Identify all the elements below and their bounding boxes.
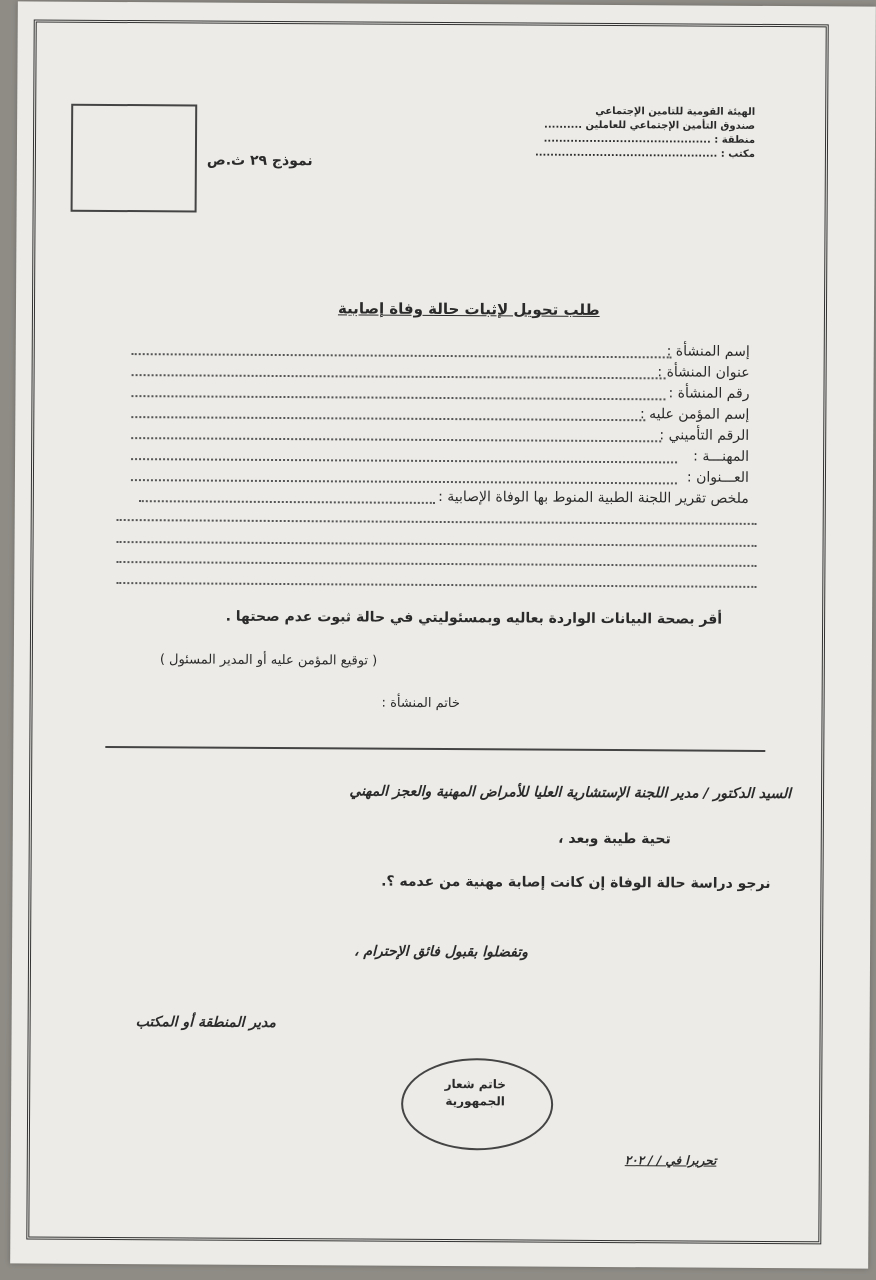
republic-seal-text [401,1076,549,1111]
form-title: طلب تحويل لإثبات حالة وفاة إصابية [337,299,600,319]
header-line-3: منطقة : ............................................ [543,133,756,146]
declaration-text: أقر بصحة البيانات الواردة بعاليه وبمسئوليتي في حالة ثبوت عدم صحتها . [225,608,723,628]
field-medical-report-summary: ملخص تقرير اللجنة الطبية المنوط بها الوفاة الإصابية : [438,488,749,507]
addressee-line: السيد الدكتور / مدير اللجنة الإستشارية العليا للأمراض المهنية والعجز المهني [349,783,792,803]
header-line-1: الهيئة القومية للتامين الإجتماعي [595,105,756,118]
seal-line-1: خاتم شعار [444,1077,506,1092]
closing-text: وتفضلوا بقبول فائق الإحترام ، [354,943,528,961]
form-paper [10,1,876,1268]
date-line: تحريرا في / / ٢٠٢ [624,1153,717,1168]
seal-line-2: الجمهورية [445,1094,505,1109]
header-line-2: صندوق التأمين الإجتماعي للعاملين .......... [544,119,756,132]
photo-box [71,104,198,213]
field-profession: المهنـــة : [693,448,750,465]
field-establishment-name: إسم المنشأة : [666,343,750,360]
greeting-text: تحية طيبة وبعد ، [558,830,671,848]
field-address: العـــنوان : [686,469,750,486]
manager-signature-label: مدير المنطقة أو المكتب [135,1014,276,1031]
field-insurance-number: الرقم التأميني : [659,427,750,444]
model-number: نموذج ٢٩ ث.ص [206,152,313,170]
signature-label: ( توقيع المؤمن عليه أو المدير المسئول ) [159,652,378,669]
field-insured-name: إسم المؤمن عليه : [639,406,750,423]
header-line-4: مكتب : ................................................ [534,147,755,160]
field-establishment-number: رقم المنشأة : [668,385,750,402]
authority-header [535,105,755,162]
field-establishment-address: عنوان المنشأة : [657,364,750,381]
request-text: نرجو دراسة حالة الوفاة إن كانت إصابة مهنية من عدمه ؟. [381,873,771,893]
establishment-stamp-label: خاتم المنشأة : [381,695,460,712]
